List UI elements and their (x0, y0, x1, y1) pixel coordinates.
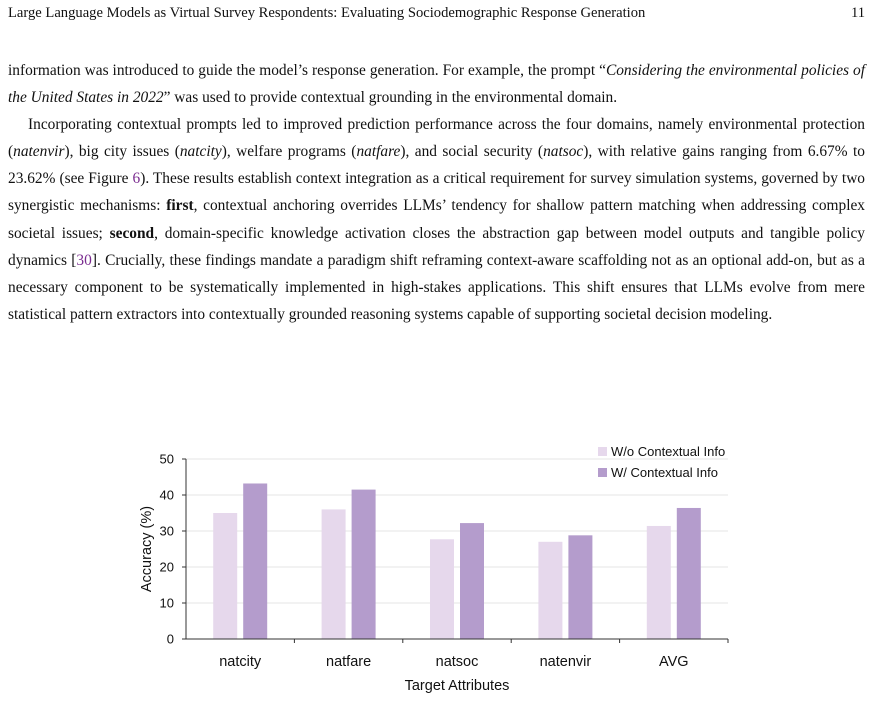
bar-natfare-without-context (322, 509, 346, 639)
bar-natenvir-without-context (538, 542, 562, 639)
chart-gridlines (186, 459, 728, 603)
chart-bars (213, 483, 701, 639)
p2-text-8: , domain-specific knowledge activation closes the abstraction gap between model outputs and tangible policy dynamics [ (8, 224, 865, 269)
bar-AVG-with-context (677, 508, 701, 639)
p2-code-natenvir: natenvir (13, 143, 65, 161)
p2-bold-second: second (109, 224, 155, 242)
legend-label-with-context: W/ Contextual Info (611, 465, 718, 480)
x-tick-label: natfare (326, 654, 372, 670)
y-tick-label: 40 (159, 487, 174, 503)
legend-label-without-context: W/o Contextual Info (611, 444, 726, 459)
y-tick-label: 50 (159, 451, 174, 467)
y-tick-label: 10 (159, 595, 174, 611)
y-tick-label: 0 (166, 631, 174, 647)
x-tick-label: natsoc (435, 654, 479, 670)
y-tick-label: 30 (159, 523, 174, 539)
p2-code-natsoc: natsoc (543, 143, 584, 161)
y-tick-label: 20 (159, 559, 174, 575)
bar-natcity-with-context (243, 483, 267, 639)
bar-natsoc-with-context (460, 523, 484, 639)
p2-text-5: ), with relative gains ranging from 6.67% to 23.62% (see Figure (8, 143, 865, 188)
legend-swatch-with-context (598, 468, 607, 477)
bar-AVG-without-context (647, 526, 671, 639)
p2-text-2: ), big city issues ( (64, 143, 180, 161)
p2-text-4: ), and social security ( (400, 143, 544, 161)
p2-text-1: Incorporating contextual prompts led to improved prediction performance across the four domains, namely environmental protection ( (8, 116, 865, 161)
p2-text-6: ). These results establish context integration as a critical requirement for survey simulation systems, governed by two synergistic mechanisms: (8, 170, 866, 215)
p2-text-7: , contextual anchoring overrides LLMs’ tendency for shallow pattern matching when addressing complex societal issues; (8, 197, 865, 242)
p1-text-2: ” was used to provide contextual grounding in the environmental domain. (163, 89, 618, 107)
x-tick-label: AVG (659, 654, 689, 670)
x-tick-label: natcity (219, 654, 262, 670)
bar-natcity-without-context (213, 513, 237, 639)
x-tick-label: natenvir (539, 654, 592, 670)
p1-text-1: information was introduced to guide the model’s response generation. For example, the prompt “ (8, 62, 606, 79)
bar-natfare-with-context (352, 490, 376, 639)
p2-code-natfare: natfare (356, 143, 401, 161)
p2-text-9: ]. Crucially, these findings mandate a paradigm shift reframing context-aware scaffolding not as an optional add-on, but as a necessary component to be systematically implemented in high-stakes applications. This shift ensures that LLMs evolve from mere statistical pattern extractors into contextually grounded reasoning systems capable of supporting societal decision modeling. (8, 251, 865, 323)
page-number: 11 (850, 5, 865, 21)
legend-swatch-without-context (598, 447, 607, 456)
bar-natsoc-without-context (430, 539, 454, 639)
bar-natenvir-with-context (568, 535, 592, 639)
x-axis-title: Target Attributes (404, 678, 510, 694)
p2-bold-first: first (166, 197, 194, 215)
p2-text-3: ), welfare programs ( (221, 143, 357, 161)
p1-quote: Considering the environmental policies of the United States in 2022 (8, 62, 865, 107)
chart-legend (598, 444, 725, 480)
p2-code-natcity: natcity (179, 143, 222, 161)
citation-link[interactable]: 30 (76, 251, 92, 269)
running-title: Large Language Models as Virtual Survey Respondents: Evaluating Sociodemographic Response Generation (8, 5, 646, 21)
y-axis-title: Accuracy (%) (139, 505, 155, 593)
figure-reference-link[interactable]: 6 (132, 170, 141, 188)
